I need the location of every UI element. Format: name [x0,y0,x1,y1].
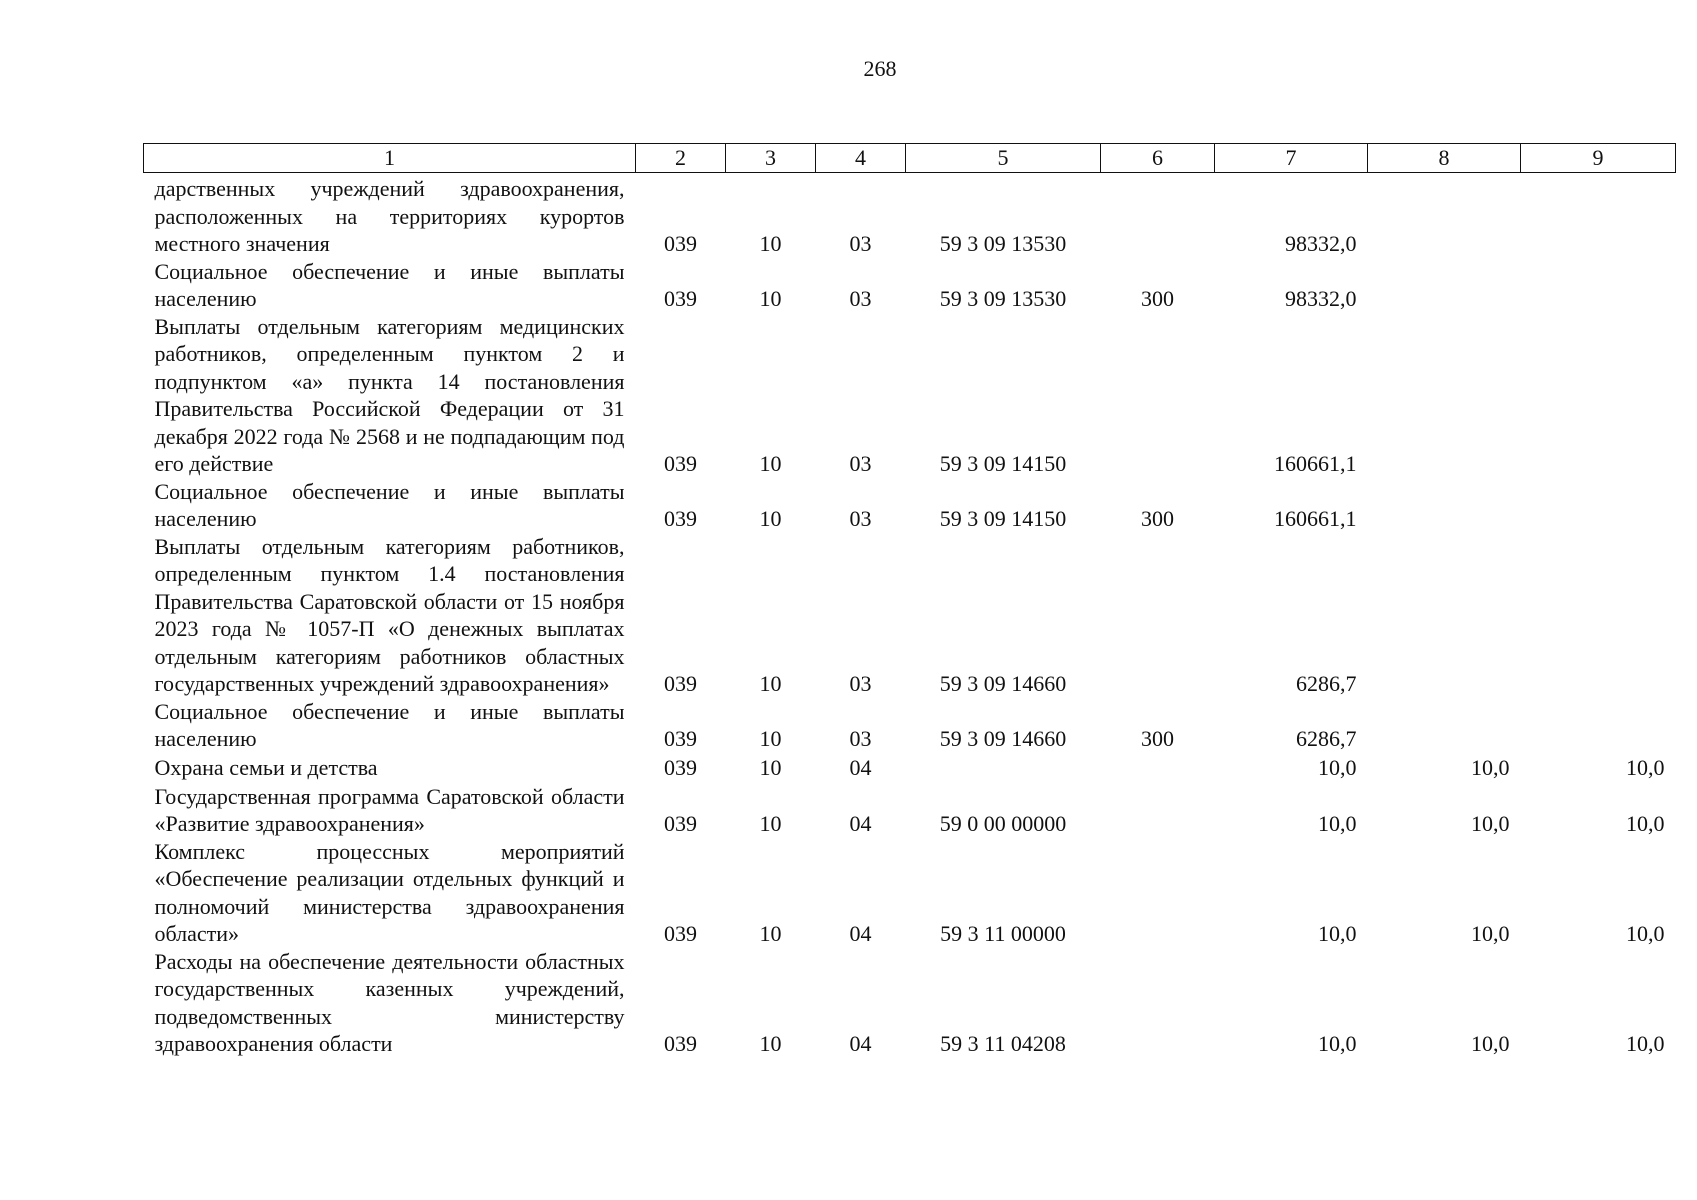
table-row [144,753,1676,783]
header-cell: 6 [1101,144,1215,173]
subsection-code: 03 [849,231,872,256]
amount-col8: 10,0 [1471,754,1510,780]
amount-col9 [1521,533,1676,698]
amount-col9: 10,0 [1626,754,1665,780]
amount-col8 [1368,313,1521,478]
subsection-code: 03 [849,726,872,751]
row-description: Выплаты отдельным категориям медицинских работников, определенным пунктом 2 и подпунктом «а» пункта 14 постановления Правительства Российской Федерации от 31 декабря 2022 года № 2568 и не подпадающим под его действие [154,313,625,476]
section-code: 10 [759,754,782,780]
target-article-code: 59 3 09 13530 [939,231,1067,256]
amount-col7: 6286,7 [1296,726,1357,751]
ministry-code: 039 [664,1031,697,1056]
subsection-code: 04 [849,921,872,946]
target-article-code: 59 3 09 13530 [939,286,1067,311]
expense-type-code [1101,838,1215,948]
ministry-code: 039 [664,671,697,696]
amount-col9 [1521,698,1676,753]
table-row [144,478,1676,533]
page-number: 268 [863,56,897,81]
section-code: 10 [759,506,782,531]
amount-col8 [1368,478,1521,533]
amount-col9: 10,0 [1626,1031,1665,1056]
row-description: Государственная программа Саратовской области «Развитие здравоохранения» [154,783,625,836]
amount-col9: 10,0 [1626,811,1665,836]
section-code: 10 [759,811,782,836]
expense-type-code: 300 [1141,506,1174,531]
subsection-code: 04 [849,1031,872,1056]
ministry-code: 039 [664,726,697,751]
header-cell: 8 [1368,144,1521,173]
amount-col7: 98332,0 [1285,231,1357,256]
header-cell: 4 [816,144,906,173]
table-row [144,783,1676,838]
amount-col9 [1521,173,1676,258]
section-code: 10 [759,921,782,946]
subsection-code: 03 [849,506,872,531]
row-description: Социальное обеспечение и иные выплаты населению [154,698,625,751]
expense-type-code [1101,948,1215,1058]
amount-col8 [1368,258,1521,313]
target-article-code: 59 3 09 14150 [939,506,1067,531]
table-row [144,313,1676,478]
expense-type-code [1101,783,1215,838]
target-article-code: 59 3 11 00000 [940,921,1066,946]
ministry-code: 039 [664,921,697,946]
amount-col7: 6286,7 [1296,671,1357,696]
target-article-code: 59 3 09 14660 [939,726,1067,751]
subsection-code: 03 [849,451,872,476]
ministry-code: 039 [664,506,697,531]
section-code: 10 [759,671,782,696]
expense-type-code: 300 [1141,286,1174,311]
table-row [144,838,1676,948]
expense-type-code [1101,313,1215,478]
row-description: Выплаты отдельным категориям работников, определенным пунктом 1.4 постановления Правительства Саратовской области от 15 ноября 2023 года № 1057-П «О денежных выплатах отдельным категориям работников областных государственных учреждений здравоохранения» [154,533,625,696]
subsection-code: 03 [849,671,872,696]
header-cell: 7 [1215,144,1368,173]
table-row [144,948,1676,1058]
section-code: 10 [759,451,782,476]
amount-col7: 160661,1 [1274,451,1357,476]
target-article-code: 59 3 09 14150 [939,451,1067,476]
amount-col8 [1368,533,1521,698]
target-article-code: 59 3 09 14660 [939,671,1067,696]
section-code: 10 [759,286,782,311]
amount-col7: 10,0 [1318,754,1357,780]
section-code: 10 [759,231,782,256]
amount-col7: 160661,1 [1274,506,1357,531]
expense-type-code [1101,753,1215,783]
amount-col8: 10,0 [1471,921,1510,946]
header-cell: 9 [1521,144,1676,173]
ministry-code: 039 [664,231,697,256]
header-cell: 1 [144,144,636,173]
target-article-code: 59 0 00 00000 [939,811,1067,836]
expense-type-code [1101,533,1215,698]
table-row [144,698,1676,753]
section-code: 10 [759,726,782,751]
amount-col8: 10,0 [1471,1031,1510,1056]
amount-col7: 10,0 [1318,811,1357,836]
ministry-code: 039 [664,754,697,780]
ministry-code: 039 [664,811,697,836]
row-description: Охрана семьи и детства [154,754,378,780]
amount-col7: 10,0 [1318,921,1357,946]
table-row [144,173,1676,258]
expense-type-code: 300 [1141,726,1174,751]
amount-col8 [1368,698,1521,753]
amount-col7: 98332,0 [1285,286,1357,311]
amount-col9: 10,0 [1626,921,1665,946]
header-row [144,144,1676,173]
amount-col8: 10,0 [1471,811,1510,836]
budget-table [143,143,1676,1058]
subsection-code: 04 [849,811,872,836]
table-row [144,533,1676,698]
header-cell: 2 [636,144,726,173]
row-description: Комплекс процессных мероприятий «Обеспечение реализации отдельных функций и полномочий министерства здравоохранения области» [154,838,625,946]
amount-col9 [1521,258,1676,313]
row-description: Социальное обеспечение и иные выплаты населению [154,478,625,531]
row-description: Расходы на обеспечение деятельности областных государственных казенных учреждений, подведомственных министерству здравоохранения области [154,948,625,1056]
amount-col8 [1368,173,1521,258]
row-description: Социальное обеспечение и иные выплаты населению [154,258,625,311]
subsection-code: 04 [849,754,872,780]
target-article-code: 59 3 11 04208 [940,1031,1066,1056]
subsection-code: 03 [849,286,872,311]
header-cell: 3 [726,144,816,173]
header-cell: 5 [906,144,1101,173]
table-row [144,258,1676,313]
amount-col9 [1521,313,1676,478]
expense-type-code [1101,173,1215,258]
row-description: дарственных учреждений здравоохранения, расположенных на территориях курортов местного значения [154,176,625,256]
target-article-code [906,753,1101,783]
ministry-code: 039 [664,286,697,311]
amount-col7: 10,0 [1318,1031,1357,1056]
ministry-code: 039 [664,451,697,476]
amount-col9 [1521,478,1676,533]
section-code: 10 [759,1031,782,1056]
